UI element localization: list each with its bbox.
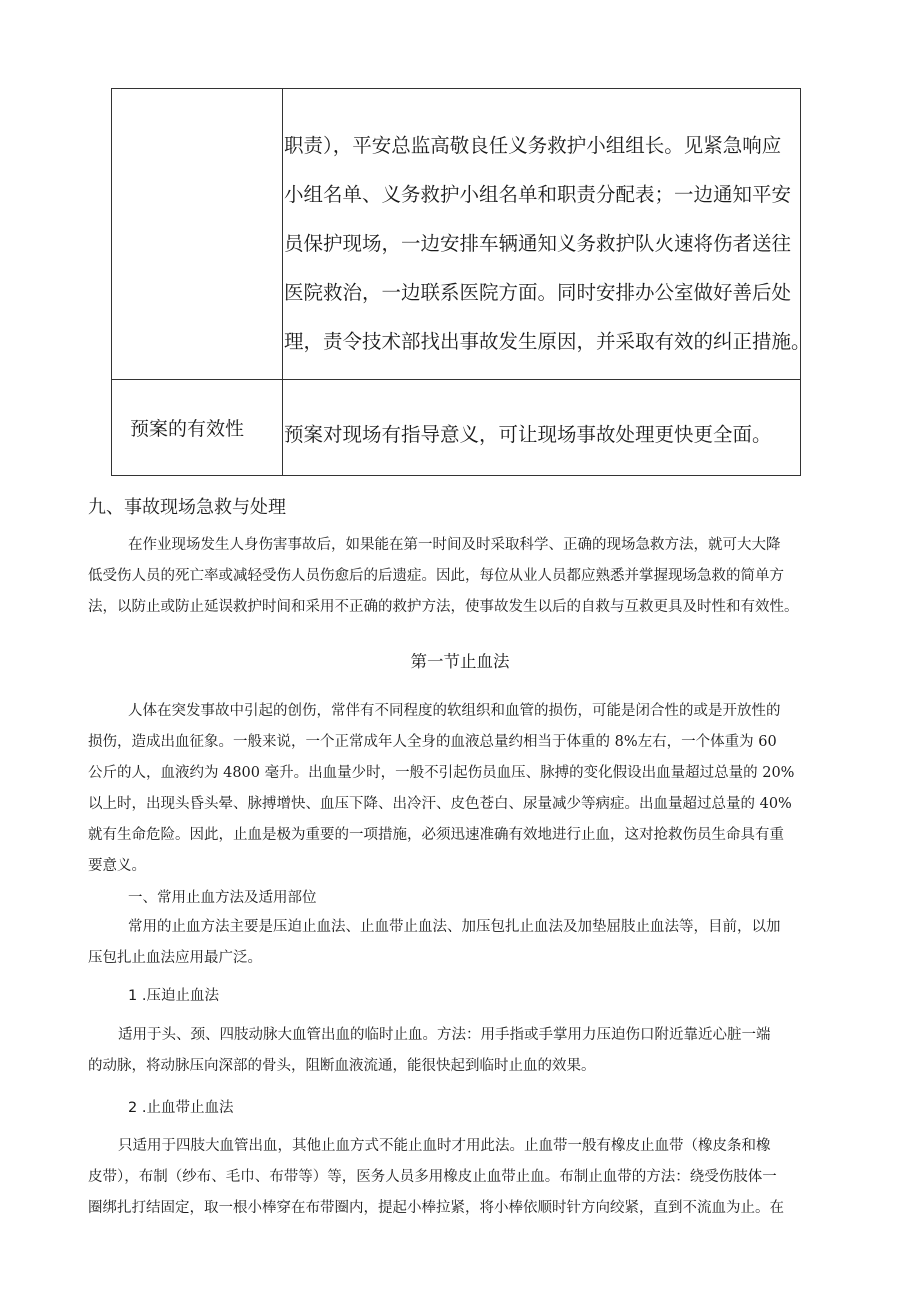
paragraph-line: 皮带），布制（纱布、毛巾、布带等）等，医务人员多用橡皮止血带止血。布制止血带的方法：绕受伤肢体一 — [88, 1169, 777, 1185]
paragraph-line: 就有生命危险。因此，止血是极为重要的一项措施，必须迅速准确有效地进行止血，这对抢救伤员生命具有重 — [88, 827, 784, 843]
emergency-plan-table — [111, 88, 811, 476]
table-text-line: 医院救治，一边联系医院方面。同时安排办公室做好善后处 — [284, 281, 792, 304]
table-text-line: 员保护现场，一边安排车辆通知义务救护队火速将伤者送往 — [284, 232, 792, 255]
paragraph-line: 压包扎止血法应用最广泛。 — [88, 950, 262, 966]
methods-paragraph — [88, 912, 828, 974]
table-row2-value: 预案对现场有指导意义，可让现场事故处理更快更全面。 — [284, 423, 772, 446]
paragraph-line: 要意义。 — [88, 858, 146, 874]
table-row2-label: 预案的有效性 — [130, 418, 245, 440]
item2-paragraph — [88, 1131, 828, 1224]
paragraph-line: 只适用于四肢大血管出血，其他止血方式不能止血时才用此法。止血带一般有橡皮止血带（橡皮条和橡 — [118, 1138, 771, 1154]
paragraph-line: 在作业现场发生人身伤害事故后，如果能在第一时间及时采取科学、正确的现场急救方法，就可大大降 — [128, 537, 781, 553]
paragraph-line: 常用的止血方法主要是压迫止血法、止血带止血法、加压包扎止血法及加垫屈肢止血法等，目前，以加 — [128, 919, 781, 935]
table-row1-right-cell — [284, 121, 811, 366]
paragraph-line: 损伤，造成出血征象。一般来说，一个正常成年人全身的血液总量约相当于体重的 8%左右，一个体重为 60 — [88, 734, 777, 750]
subheading: 一、常用止血方法及适用部位 — [128, 890, 317, 906]
table-text-line: 职责），平安总监高敬良任义务救护小组组长。见紧急响应 — [284, 134, 782, 157]
table-text-line: 小组名单、义务救护小组名单和职责分配表；一边通知平安 — [284, 183, 792, 206]
paragraph-line: 人体在突发事故中引起的创伤，常伴有不同程度的软组织和血管的损伤，可能是闭合性的或是开放性的 — [128, 703, 781, 719]
paragraph-line: 法，以防止或防止延误救护时间和采用不正确的救护方法，使事故发生以后的自救与互救更具及时性和有效性。 — [88, 599, 799, 615]
paragraph-line: 圈绑扎打结固定，取一根小棒穿在布带圈内，提起小棒拉紧，将小棒依顺时针方向绞紧，直到不流血为止。在 — [88, 1200, 784, 1216]
hemostasis-paragraph — [88, 696, 828, 882]
section-title: 第一节止血法 — [410, 652, 510, 671]
paragraph-line: 公斤的人，血液约为 4800 毫升。出血量少时，一般不引起伤员血压、脉搏的变化假设出血量超过总量的 20% — [88, 765, 795, 781]
paragraph-line: 的动脉，将动脉压向深部的骨头，阻断血液流通，能很快起到临时止血的效果。 — [88, 1058, 596, 1074]
item-title: 1 .压迫止血法 — [128, 988, 219, 1004]
table-text-line: 理，责令技术部找出事故发生原因，并采取有效的纠正措施。 — [284, 330, 811, 353]
paragraph-line: 适用于头、颈、四肢动脉大血管出血的临时止血。方法：用手指或手掌用力压迫伤口附近靠近心脏一端 — [118, 1027, 771, 1043]
section-heading: 九、事故现场急救与处理 — [88, 497, 286, 518]
table-row-divider — [112, 379, 800, 380]
item-title: 2 .止血带止血法 — [128, 1100, 234, 1116]
item1-paragraph — [88, 1020, 828, 1082]
paragraph-line: 以上时，出现头昏头晕、脉搏增快、血压下降、出冷汗、皮色苍白、尿量减少等病症。出血量超过总量的 40% — [88, 796, 792, 812]
table-column-divider — [282, 89, 283, 475]
paragraph-line: 低受伤人员的死亡率或减轻受伤人员伤愈后的后遗症。因此，每位从业人员都应熟悉并掌握现场急救的简单方 — [88, 568, 784, 584]
intro-paragraph — [88, 530, 828, 623]
